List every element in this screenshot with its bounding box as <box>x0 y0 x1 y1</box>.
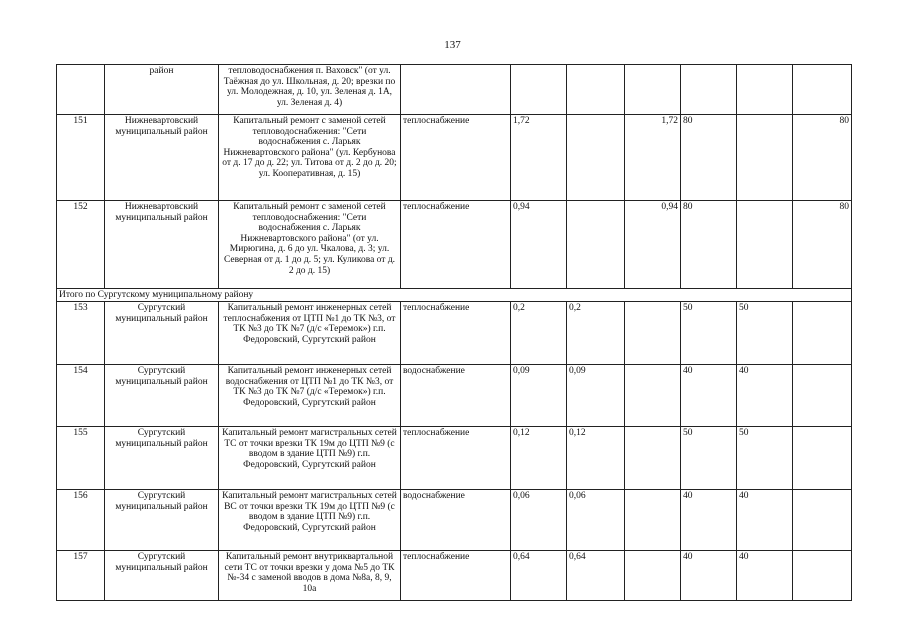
row-number: 155 <box>57 427 105 490</box>
volume-cell: 0,06 <box>511 490 567 551</box>
value-cell <box>625 427 681 490</box>
value-cell: 80 <box>681 115 737 201</box>
page-number: 137 <box>444 39 461 51</box>
volume-cell: 0,12 <box>511 427 567 490</box>
table-row <box>57 427 852 490</box>
volume-cell: 0,94 <box>511 201 567 289</box>
service-type-cell <box>401 65 511 115</box>
municipality-cell: Сургутский муниципальный район <box>105 490 219 551</box>
table-row <box>57 490 852 551</box>
municipality-cell: Сургутский муниципальный район <box>105 302 219 365</box>
value-cell: 1,72 <box>625 115 681 201</box>
description-cell: Капитальный ремонт инженерных сетей водоснабжения от ЦТП №1 до ТК №3, от ТК №3 до ТК №7 (д/с «Теремок») г.п. Федоровский, Сургутский район <box>219 365 401 427</box>
value-cell: 80 <box>681 201 737 289</box>
value-cell <box>793 490 852 551</box>
table-row <box>57 302 852 365</box>
section-heading-row <box>57 289 852 302</box>
service-type-cell: теплоснабжение <box>401 115 511 201</box>
value-cell: 50 <box>737 302 793 365</box>
volume-cell: 0,64 <box>511 551 567 601</box>
description-cell: Капитальный ремонт с заменой сетей тепловодоснабжения: "Сети водоснабжения с. Ларьяк Нижневартовского района" (ул. Кербунова от д. 17 до д. 22; ул. Титова от д. 2 до д. 20; ул. Кооперативная, д. 15) <box>219 115 401 201</box>
program-table <box>56 64 852 601</box>
value-cell <box>625 551 681 601</box>
volume-cell <box>511 65 567 115</box>
value-cell <box>567 115 625 201</box>
table-row <box>57 115 852 201</box>
description-cell: тепловодоснабжения п. Ваховск" (от ул. Таёжная до ул. Школьная, д. 20; врезки по ул. Молодежная, д. 10, ул. Зеленая д. 1А, ул. Зеленая д. 4) <box>219 65 401 115</box>
row-number: 157 <box>57 551 105 601</box>
value-cell <box>793 427 852 490</box>
value-cell: 40 <box>681 365 737 427</box>
row-number: 154 <box>57 365 105 427</box>
value-cell: 0,94 <box>625 201 681 289</box>
volume-cell: 1,72 <box>511 115 567 201</box>
value-cell <box>737 115 793 201</box>
value-cell <box>567 65 625 115</box>
table-row <box>57 65 852 115</box>
value-cell: 0,2 <box>567 302 625 365</box>
table-row <box>57 365 852 427</box>
value-cell: 50 <box>737 427 793 490</box>
value-cell <box>625 490 681 551</box>
value-cell: 80 <box>793 115 852 201</box>
description-cell: Капитальный ремонт инженерных сетей теплоснабжения от ЦТП №1 до ТК №3, от ТК №3 до ТК №7 (д/с «Теремок») г.п. Федоровский, Сургутский район <box>219 302 401 365</box>
description-cell: Капитальный ремонт магистральных сетей ТС от точки врезки ТК 19м до ЦТП №9 (с вводом в здание ЦТП №9) г.п. Федоровский, Сургутский район <box>219 427 401 490</box>
value-cell <box>625 302 681 365</box>
value-cell <box>793 551 852 601</box>
value-cell <box>681 65 737 115</box>
municipality-cell: Нижневартовский муниципальный район <box>105 115 219 201</box>
service-type-cell: теплоснабжение <box>401 302 511 365</box>
service-type-cell: теплоснабжение <box>401 551 511 601</box>
row-number: 153 <box>57 302 105 365</box>
municipality-cell: Сургутский муниципальный район <box>105 551 219 601</box>
description-cell: Капитальный ремонт магистральных сетей ВС от точки врезки ТК 19м до ЦТП №9 (с вводом в здание ЦТП №9) г.п. Федоровский, Сургутский район <box>219 490 401 551</box>
description-cell: Капитальный ремонт с заменой сетей тепловодоснабжения: "Сети водоснабжения с. Ларьяк Нижневартовского района" (от ул. Мирюгина, д. 6 до ул. Чкалова, д. 3; ул. Северная от д. 1 до д. 5; ул. Куликова от д. 2 до д. 15) <box>219 201 401 289</box>
volume-cell: 0,09 <box>511 365 567 427</box>
table-row <box>57 201 852 289</box>
value-cell <box>625 365 681 427</box>
value-cell <box>737 201 793 289</box>
value-cell: 0,64 <box>567 551 625 601</box>
municipality-cell: Нижневартовский муниципальный район <box>105 201 219 289</box>
value-cell: 40 <box>681 551 737 601</box>
value-cell: 80 <box>793 201 852 289</box>
service-type-cell: теплоснабжение <box>401 201 511 289</box>
value-cell: 40 <box>681 490 737 551</box>
table-row <box>57 551 852 601</box>
row-number: 152 <box>57 201 105 289</box>
value-cell <box>625 65 681 115</box>
value-cell: 50 <box>681 427 737 490</box>
value-cell <box>793 365 852 427</box>
volume-cell: 0,2 <box>511 302 567 365</box>
value-cell <box>567 201 625 289</box>
value-cell: 50 <box>681 302 737 365</box>
row-number <box>57 65 105 115</box>
description-cell: Капитальный ремонт внутриквартальной сети ТС от точки врезки у дома №5 до ТК №-34 с заменой вводов в дома №8а, 8, 9, 10а <box>219 551 401 601</box>
row-number: 156 <box>57 490 105 551</box>
municipality-cell: район <box>105 65 219 115</box>
value-cell <box>793 65 852 115</box>
value-cell: 40 <box>737 365 793 427</box>
service-type-cell: водоснабжение <box>401 490 511 551</box>
value-cell: 0,06 <box>567 490 625 551</box>
value-cell: 0,12 <box>567 427 625 490</box>
municipality-cell: Сургутский муниципальный район <box>105 365 219 427</box>
value-cell <box>737 65 793 115</box>
municipality-cell: Сургутский муниципальный район <box>105 427 219 490</box>
value-cell: 0,09 <box>567 365 625 427</box>
service-type-cell: теплоснабжение <box>401 427 511 490</box>
row-number: 151 <box>57 115 105 201</box>
value-cell: 40 <box>737 490 793 551</box>
value-cell: 40 <box>737 551 793 601</box>
service-type-cell: водоснабжение <box>401 365 511 427</box>
section-heading: Итого по Сургутскому муниципальному району <box>57 289 852 302</box>
value-cell <box>793 302 852 365</box>
